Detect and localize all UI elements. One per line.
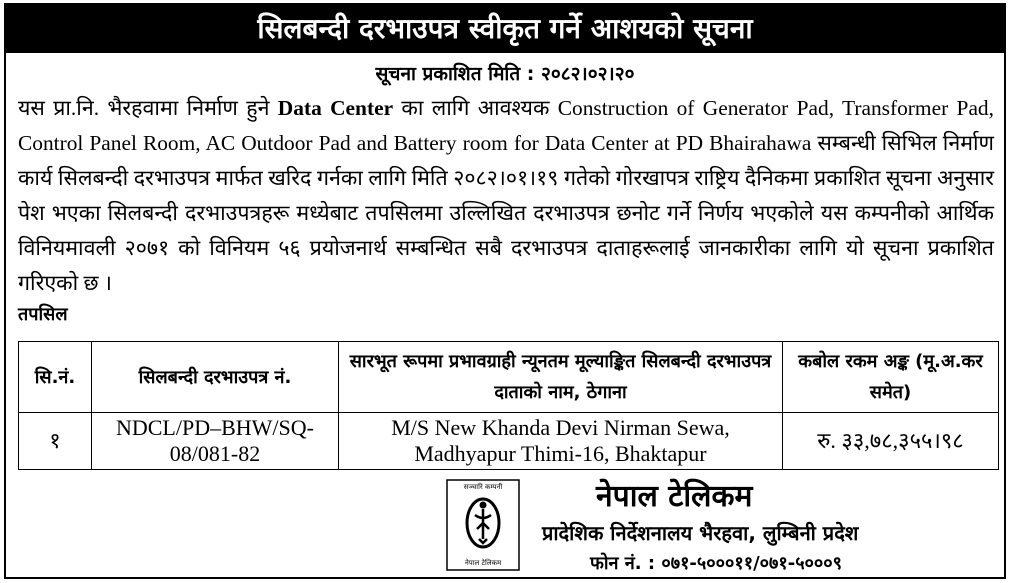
header-bidder: सारभूत रूपमा प्रभावग्राही न्यूनतम मूल्याङ्कित सिलबन्दी दरभाउपत्र दाताको नाम, ठेगाना [339, 342, 783, 413]
notice-body [18, 91, 994, 301]
bidder-address: Madhyapur Thimi-16, Bhaktapur [414, 441, 707, 466]
publication-date: सूचना प्रकाशित मिति : २०८२।०२।२० [375, 63, 635, 85]
header-bid-number: सिलबन्दी दरभाउपत्र नं. [92, 342, 339, 413]
logo-top-text: सञ्चारि कम्पनी [463, 483, 503, 491]
nepal-telecom-logo-icon [446, 479, 520, 571]
issuer-block [446, 477, 1006, 577]
tender-notice [4, 3, 1006, 579]
bidder-name: M/S New Khanda Devi Nirman Sewa, [391, 415, 730, 440]
body-text-start: यस प्रा.नि. भैरहवामा निर्माण हुने [18, 96, 278, 120]
issuer-phone: फोन नं. : ०७१-५०००११/०७१-५०००९ [590, 553, 842, 574]
header-amount: कबोल रकम अङ्क (मू.अ.कर समेत) [783, 342, 999, 413]
cell-serial: १ [19, 413, 92, 470]
issuer-office: प्रादेशिक निर्देशनालय भैरहवा, लुम्बिनी प्रदेश [542, 521, 859, 545]
body-text-bold: Data Center [277, 96, 394, 120]
logo-bottom-text: नेपाल टेलिकम [464, 559, 502, 567]
body-text-rest: का लागि आवश्यक Construction of Generator Pad, Transformer Pad, Control Panel Room, AC Outdoor Pad and Battery room for Data Center at PD Bhairahawa सम्बन्धी सिभिल निर्माण कार्य सिलबन्दी दरभाउपत्र मार्फत खरिद गर्नका लागि मिति २०८२।०१।१९ गतेको गोरखापत्र राष्ट्रिय दैनिकमा प्रकाशित सूचना अनुसार पेश भएका सिलबन्दी दरभाउपत्रहरू मध्येबाट तपसिलमा उल्लिखित दरभाउपत्र छनोट गर्ने निर्णय भएकोले यस कम्पनीको आर्थिक विनियमावली २०७१ को विनियम ५६ प्रयोजनार्थ सम्बन्धित सबै दरभाउपत्र दाताहरूलाई जानकारीका लागि यो सूचना प्रकाशित गरिएको छ । [18, 96, 994, 295]
cell-amount: रु. ३३,७८,३५५।९८ [783, 413, 999, 470]
table-row [19, 413, 999, 470]
header-serial: सि.नं. [19, 342, 92, 413]
table-header-row [19, 342, 999, 413]
bid-table [18, 341, 999, 470]
notice-title: सिलबन्दी दरभाउपत्र स्वीकृत गर्ने आशयको सूचना [6, 5, 1004, 53]
issuer-name: नेपाल टेलिकम [596, 479, 753, 514]
cell-bidder [339, 413, 783, 470]
cell-bid-number: NDCL/PD–BHW/SQ-08/081-82 [92, 413, 339, 470]
schedule-heading: तपसिल [18, 304, 68, 325]
